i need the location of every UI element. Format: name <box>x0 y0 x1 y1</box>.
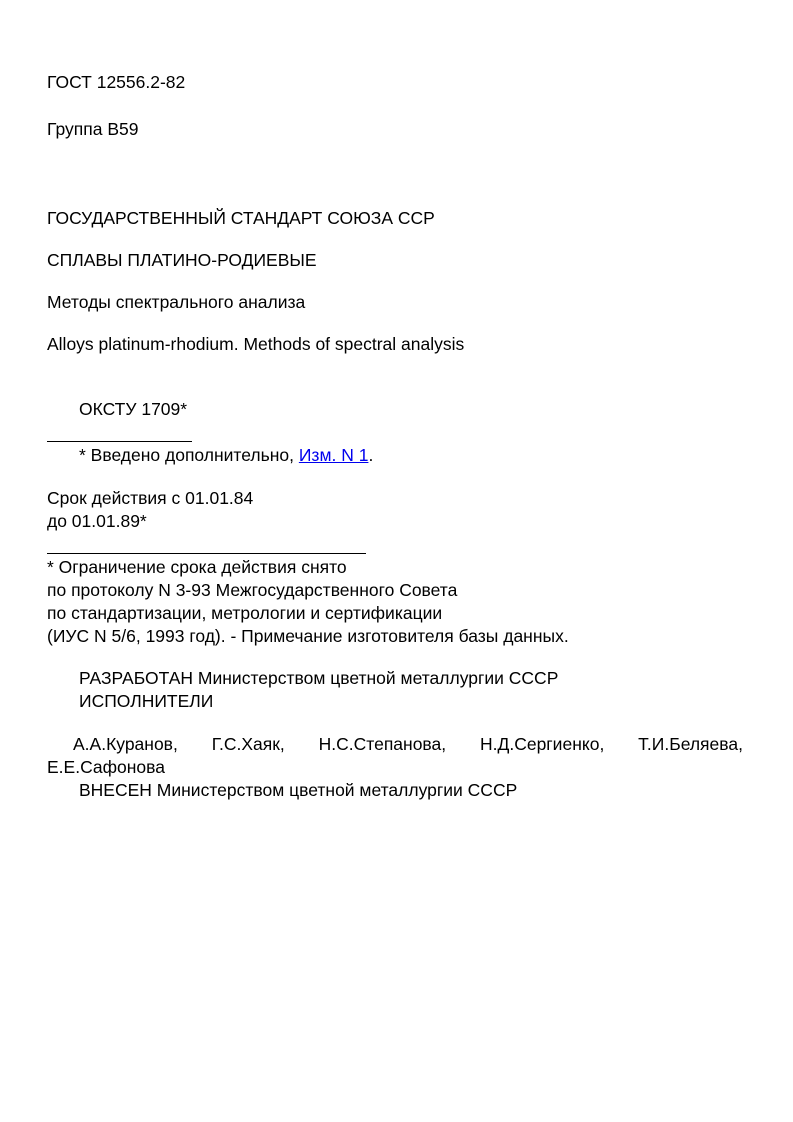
executor-name: А.А.Куранов, <box>73 734 178 754</box>
validity-start: Срок действия с 01.01.84 <box>47 488 254 508</box>
executor-name: Г.С.Хаяк, <box>211 734 285 754</box>
executor-name: Т.И.Беляева, <box>638 734 743 754</box>
subtitle-en: Alloys platinum-rhodium. Methods of spectral analysis <box>47 334 465 354</box>
oksty-footnote <box>79 444 373 467</box>
executor-name: Н.Д.Сергиенко, <box>479 734 605 754</box>
oksty-footnote-suffix: . <box>368 445 374 465</box>
validity-note-line: по протоколу N 3-93 Межгосударственного Совета <box>47 580 458 600</box>
amendment-link[interactable]: Изм. N 1 <box>298 445 369 465</box>
validity-note-line: по стандартизации, метрологии и сертификации <box>47 603 443 623</box>
group-code: Группа В59 <box>47 119 139 139</box>
subject-title: СПЛАВЫ ПЛАТИНО-РОДИЕВЫЕ <box>47 250 317 270</box>
developed-by: РАЗРАБОТАН Министерством цветной металлургии СССР <box>79 668 559 688</box>
executors-label: ИСПОЛНИТЕЛИ <box>79 691 214 711</box>
validity-note-line: * Ограничение срока действия снято <box>47 557 347 577</box>
oksty-code: ОКСТУ 1709* <box>79 399 188 419</box>
oksty-footnote-prefix: * Введено дополнительно, <box>79 445 299 465</box>
validity-note-line: (ИУС N 5/6, 1993 год). - Примечание изготовителя базы данных. <box>47 626 569 646</box>
executor-name: Н.С.Степанова, <box>318 734 447 754</box>
validity-end: до 01.01.89* <box>47 511 147 531</box>
introduced-by: ВНЕСЕН Министерством цветной металлургии СССР <box>79 780 518 800</box>
executors-list <box>73 733 743 756</box>
validity-divider <box>47 553 366 554</box>
gost-number: ГОСТ 12556.2-82 <box>47 72 186 92</box>
standard-title: ГОСУДАРСТВЕННЫЙ СТАНДАРТ СОЮЗА ССР <box>47 208 435 228</box>
executor-name-last: Е.Е.Сафонова <box>47 757 165 777</box>
subtitle-ru: Методы спектрального анализа <box>47 292 306 312</box>
footnote-divider <box>47 441 192 442</box>
